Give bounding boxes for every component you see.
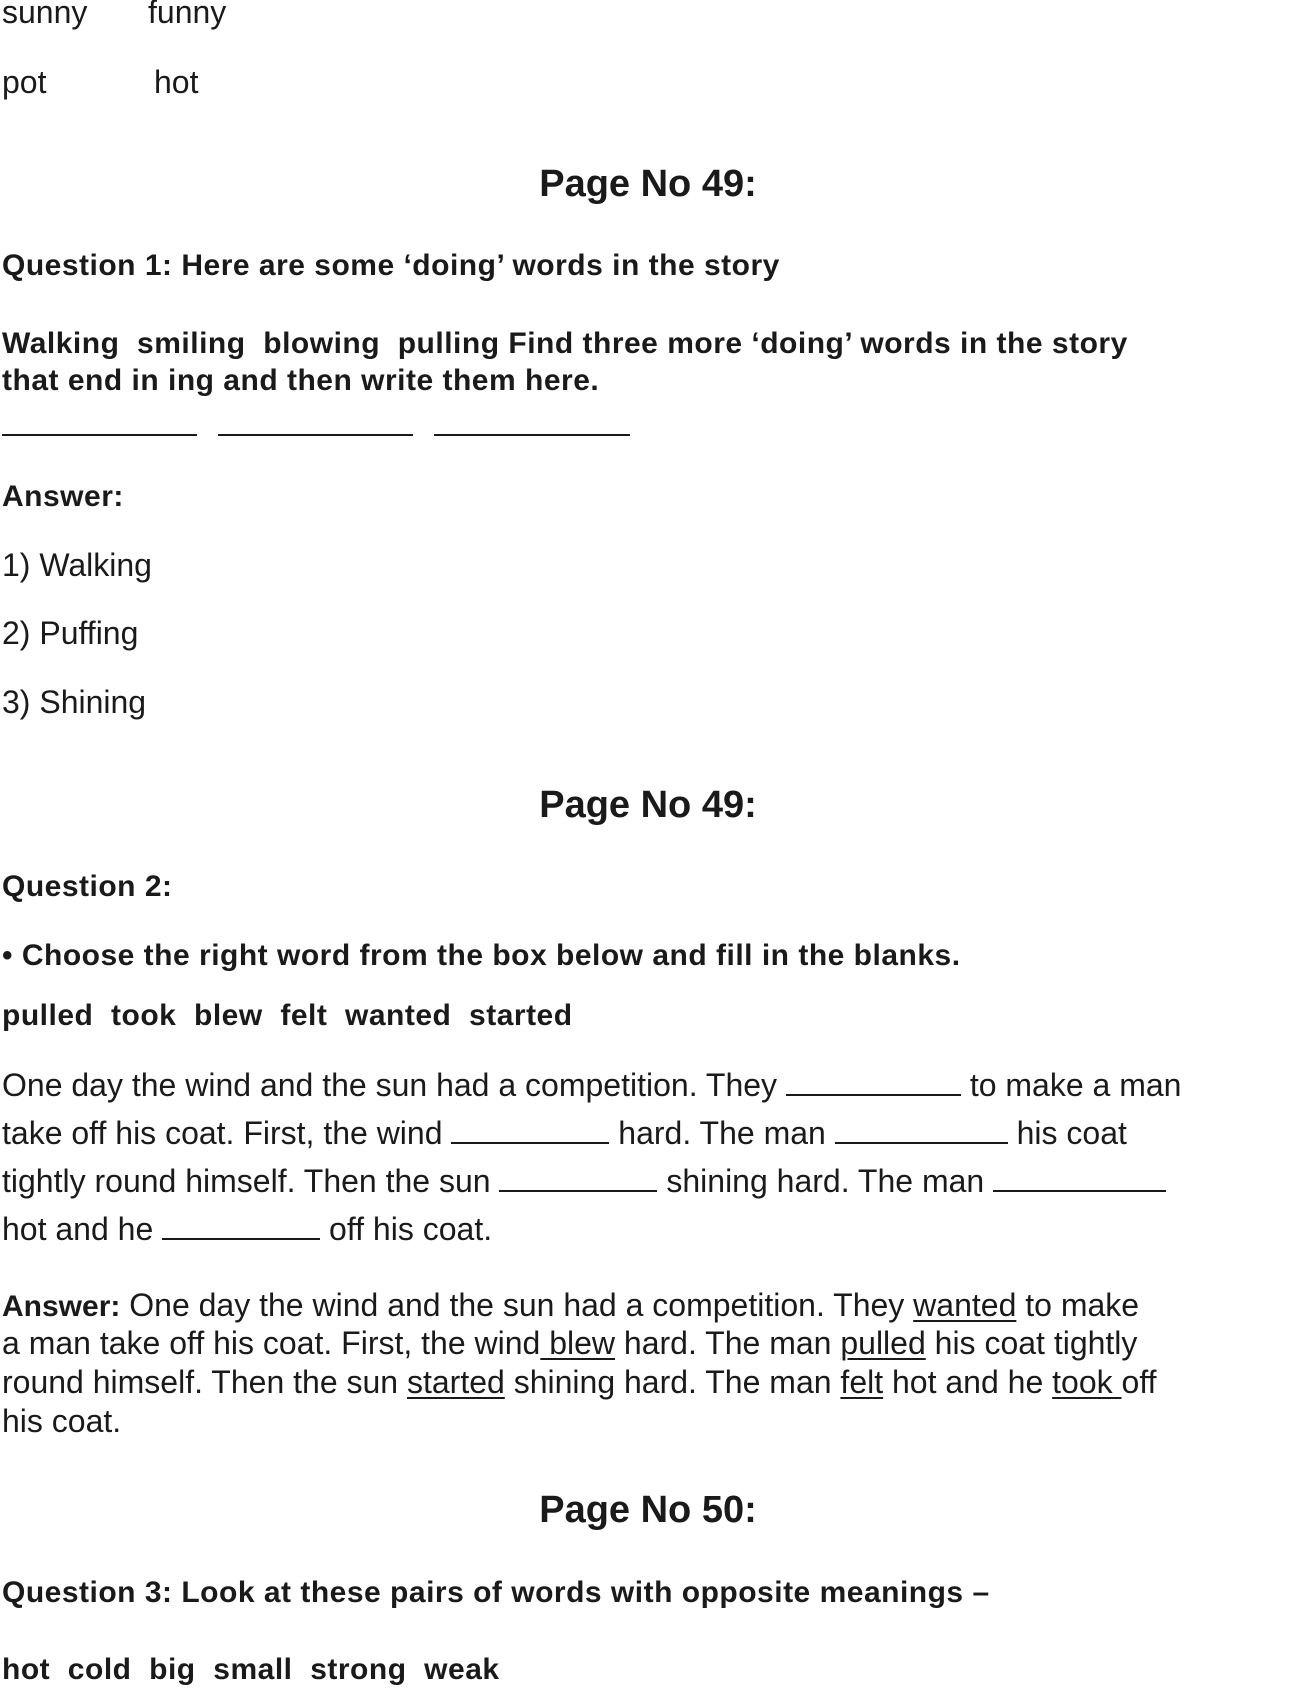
- fill-blank: [835, 1116, 1008, 1144]
- text-segment: tightly round himself. Then the sun: [2, 1163, 500, 1199]
- answer-item: 3) Shining: [2, 684, 147, 720]
- text-segment: his coat tightly: [925, 1325, 1138, 1361]
- text-segment: One day the wind and the sun had a competition. They: [2, 1067, 786, 1103]
- text-segment: off: [1121, 1364, 1157, 1400]
- instruction-text: • Choose the right word from the box below and fill in the blanks.: [2, 939, 961, 972]
- text-segment: hard. The man: [615, 1325, 841, 1361]
- text-segment: shining hard. The man: [657, 1163, 994, 1199]
- text-segment: his coat.: [2, 1403, 122, 1439]
- word-pair: [2, 0, 227, 30]
- word: pot: [2, 64, 47, 100]
- section-heading: Page No 49:: [539, 784, 757, 826]
- question-text: Question 1: Here are some ‘doing’ words in the story: [2, 249, 780, 282]
- answer-label: Answer:: [2, 480, 124, 513]
- word: hot: [154, 64, 199, 100]
- paragraph-line: [2, 1164, 1166, 1197]
- text-segment: take off his coat. First, the wind: [2, 1115, 452, 1151]
- fill-blank: [162, 1212, 320, 1240]
- word: sunny: [2, 0, 88, 30]
- paragraph-line: [2, 1212, 492, 1245]
- text-segment: hot and he: [883, 1364, 1053, 1400]
- question-text: Question 2:: [2, 870, 173, 903]
- section-heading: Page No 50:: [539, 1489, 757, 1531]
- text-segment: off his coat.: [320, 1211, 493, 1247]
- word: funny: [148, 0, 227, 30]
- fill-blank: [499, 1164, 657, 1192]
- paragraph-line: [2, 1116, 1127, 1149]
- answer-blank: [2, 434, 197, 436]
- text-segment: to make a man: [960, 1067, 1182, 1103]
- paragraph-line: [2, 1366, 1157, 1398]
- answer-blank: [434, 434, 630, 436]
- answer-word: took: [1052, 1364, 1122, 1400]
- paragraph-line: [2, 1289, 1139, 1322]
- text-segment: a man take off his coat. First, the wind: [2, 1325, 541, 1361]
- paragraph-line: [2, 1068, 1181, 1101]
- text-segment: hard. The man: [609, 1115, 835, 1151]
- text-segment: to make: [1016, 1287, 1140, 1323]
- answer-item: 2) Puffing: [2, 615, 139, 651]
- text-segment: his coat: [1007, 1115, 1127, 1151]
- fill-blank: [451, 1116, 609, 1144]
- word-box: pulled took blew felt wanted started: [2, 999, 573, 1032]
- text-segment: One day the wind and the sun had a competition. They: [120, 1287, 914, 1323]
- fill-blank: [993, 1164, 1166, 1192]
- answer-word: started: [406, 1364, 505, 1400]
- text-segment: shining hard. The man: [504, 1364, 841, 1400]
- answer-word: felt: [840, 1364, 884, 1400]
- answer-word: pulled: [840, 1325, 926, 1361]
- word-pair: [2, 64, 199, 100]
- answer-word: wanted: [913, 1287, 1017, 1323]
- paragraph-line: [2, 1405, 121, 1437]
- fill-blank: [786, 1068, 961, 1096]
- answer-item: 1) Walking: [2, 547, 152, 583]
- text-segment: hot and he: [2, 1211, 163, 1247]
- text-segment: round himself. Then the sun: [2, 1364, 407, 1400]
- paragraph-line: [2, 1327, 1137, 1359]
- prompt-line: Walking smiling blowing pulling Find three more ‘doing’ words in the story: [2, 327, 1128, 360]
- answer-word: blew: [540, 1325, 616, 1361]
- answer-label: Answer:: [2, 1290, 121, 1323]
- question-text: Question 3: Look at these pairs of words with opposite meanings –: [2, 1576, 990, 1609]
- section-heading: Page No 49:: [539, 163, 757, 205]
- answer-blank: [218, 434, 413, 436]
- prompt-line: that end in ing and then write them here.: [2, 364, 600, 397]
- opposite-words: hot cold big small strong weak: [2, 1653, 500, 1686]
